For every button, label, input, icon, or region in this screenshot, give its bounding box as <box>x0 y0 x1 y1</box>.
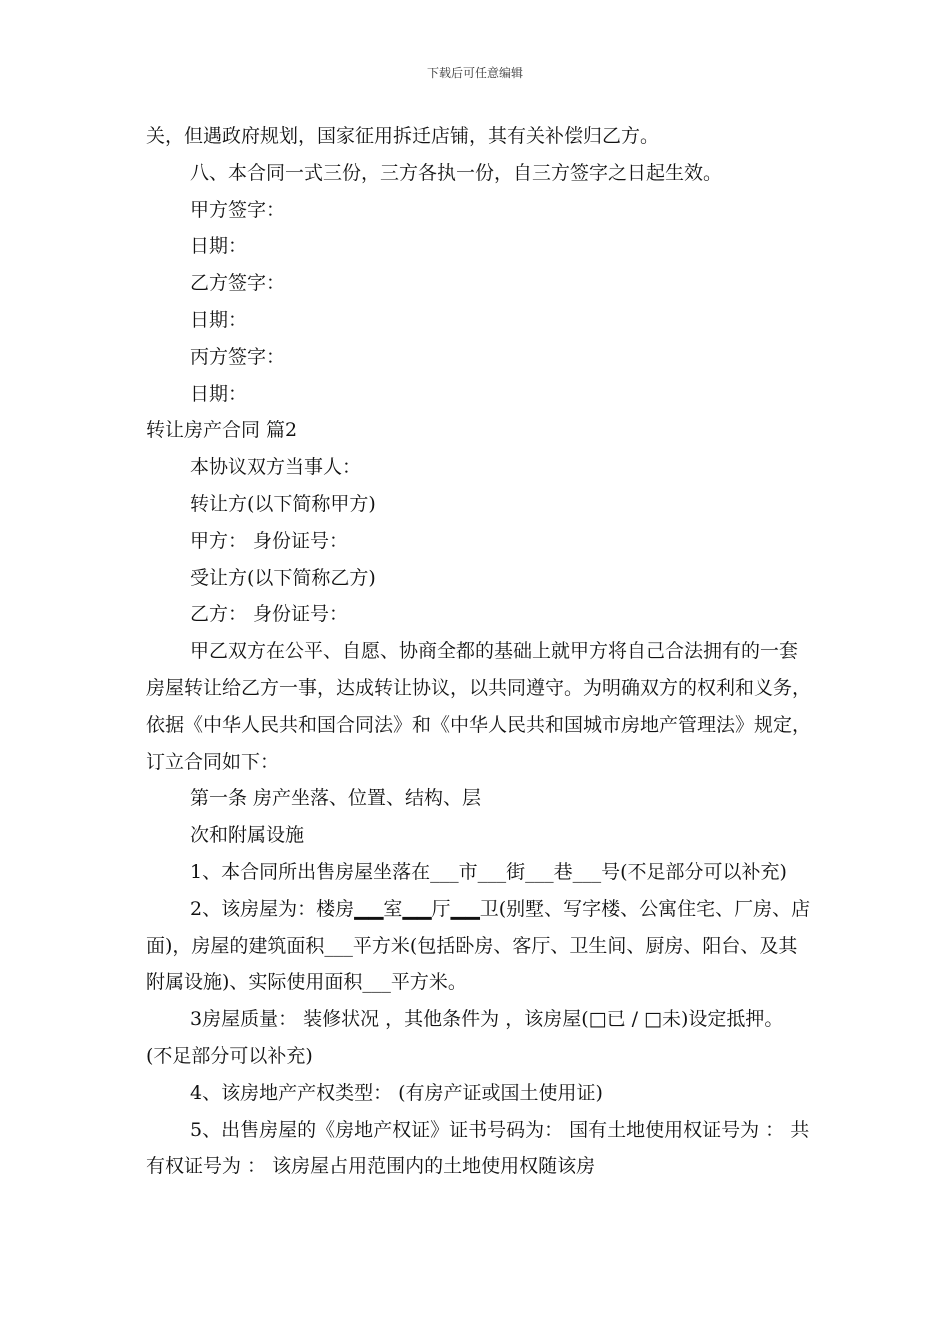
paragraph-party-a-id: 甲方： 身份证号： <box>190 529 349 552</box>
paragraph-party-b-id: 乙方： 身份证号： <box>190 603 349 626</box>
paragraph-transferor: 转让方(以下简称甲方) <box>190 492 376 515</box>
paragraph-clause-eight: 八、本合同一式三份，三方各执一份，自三方签字之日起生效。 <box>190 161 723 184</box>
paragraph-location: 1、本合同所出售房屋坐落在___市___街___巷___号(不足部分可以补充) <box>190 860 787 883</box>
section-heading: 转让房产合同 篇2 <box>146 419 298 442</box>
paragraph-house-type: 2、该房屋为：楼房▁▁室▁▁厅▁▁卫(别墅、写字楼、公寓住宅、厂房、店面)，房屋的建筑面积___平方米(包括卧房、客厅、卫生间、厨房、阳台、及其附属设施)、实际使用面积___平方米。 <box>146 897 811 994</box>
paragraph-compensation: 关，但遇政府规划，国家征用拆迁店铺，其有关补偿归乙方。 <box>146 125 660 147</box>
paragraph-transferee: 受让方(以下简称乙方) <box>190 566 376 589</box>
paragraph-parties: 本协议双方当事人： <box>190 456 362 479</box>
date-party-a: 日期： <box>190 235 248 258</box>
paragraph-property-type: 4、该房地产产权类型： (有房产证或国土使用证) <box>190 1081 603 1104</box>
document-body <box>146 118 812 1185</box>
paragraph-quality: 3房屋质量： 装修状况 ，其他条件为 ，该房屋(□已 / □未)设定抵押。 (不足部分可以补充) <box>146 1008 784 1067</box>
signature-party-a: 甲方签字： <box>190 198 286 221</box>
date-party-c: 日期： <box>190 382 248 405</box>
date-party-b: 日期： <box>190 308 248 331</box>
page-header: 下载后可任意编辑 <box>426 66 523 80</box>
signature-party-c: 丙方签字： <box>190 345 286 368</box>
paragraph-certificate: 5、出售房屋的《房地产权证》证书号码为： 国有土地使用权证号为 ： 共有权证号为 ： 该房屋占用范围内的土地使用权随该房 <box>146 1118 810 1178</box>
signature-party-b: 乙方签字： <box>190 272 286 295</box>
paragraph-article-one-cont: 次和附属设施 <box>190 824 305 847</box>
paragraph-article-one: 第一条 房产坐落、位置、结构、层 <box>190 787 482 810</box>
paragraph-agreement-intro: 甲乙双方在公平、自愿、协商全都的基础上就甲方将自己合法拥有的一套房屋转让给乙方一事，达成转让协议，以共同遵守。为明确双方的权利和义务，依据《中华人民共和国合同法》和《中华人民共和国城市房地产管理法》规定，订立合同如下： <box>146 640 812 773</box>
